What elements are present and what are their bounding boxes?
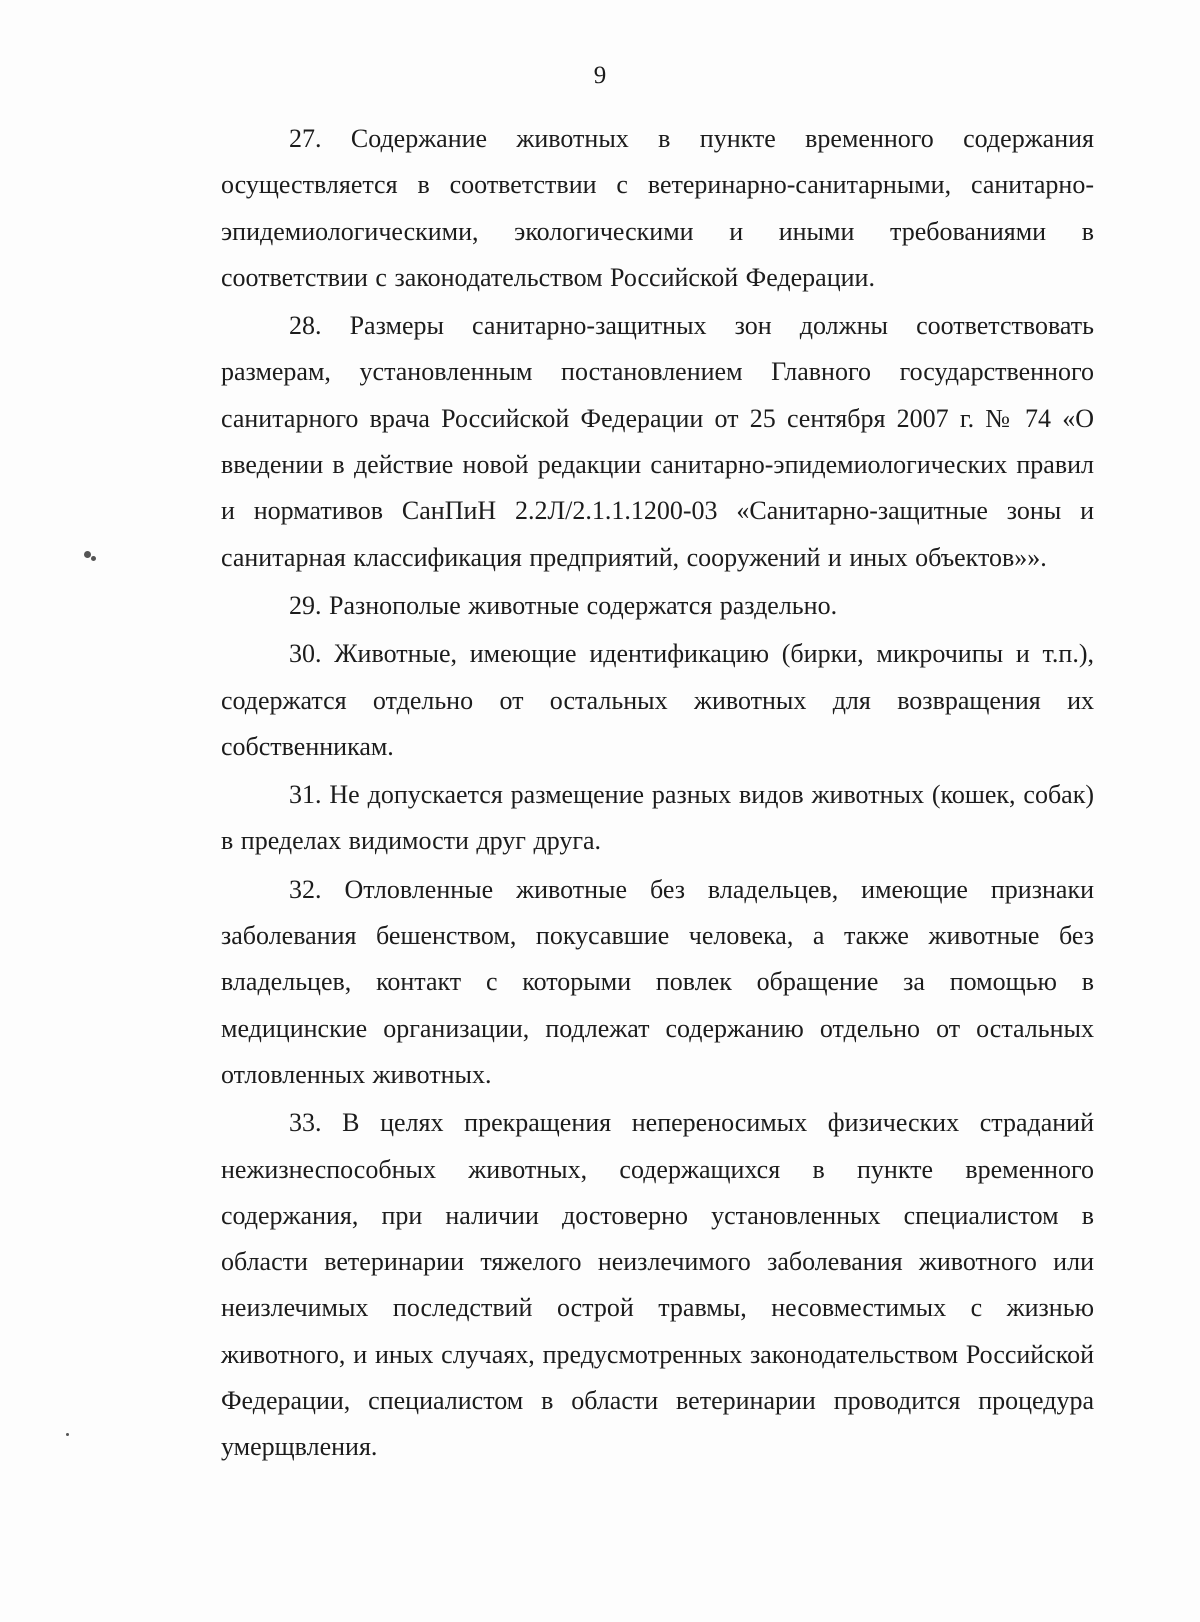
scan-speck	[84, 551, 91, 558]
paragraph-28: 28. Размеры санитарно-защитных зон должны соответствовать размерам, установленным постановлением Главного государственного санитарного врача Российской Федерации от 25 сентября 2007 г. № 74 «О введении в действие новой редакции санитарно-эпидемиологических правил и нормативов СанПиН 2.2Л/2.1.1.1200-03 «Санитарно-защитные зоны и санитарная классификация предприятий, сооружений и иных объектов»».	[221, 311, 1094, 572]
paragraph-32: 32. Отловленные животные без владельцев, имеющие признаки заболевания бешенством, покусавшие человека, а также животные без владельцев, контакт с которыми повлек обращение за помощью в медицинские организации, подлежат содержанию отдельно от остальных отловленных животных.	[221, 874, 1094, 1089]
scan-speck	[66, 1433, 69, 1436]
paragraph-29: 29. Разнополые животные содержатся раздельно.	[289, 590, 838, 620]
paragraph-30: 30. Животные, имеющие идентификацию (бирки, микрочипы и т.п.), содержатся отдельно от остальных животных для возвращения их собственникам.	[221, 639, 1094, 761]
paragraph-33: 33. В целях прекращения непереносимых физических страданий нежизнеспособных животных, содержащихся в пункте временного содержания, при наличии достоверно установленных специалистом в области ветеринарии тяжелого неизлечимого заболевания животного или неизлечимых последствий острой травмы, несовместимых с жизнью животного, и иных случаях, предусмотренных законодательством Российской Федерации, специалистом в области ветеринарии проводится процедура умерщвления.	[221, 1108, 1094, 1462]
scan-speck	[91, 556, 96, 561]
document-body	[221, 116, 1094, 1473]
paragraph-27: 27. Содержание животных в пункте временного содержания осуществляется в соответствии с ветеринарно-санитарными, санитарно-эпидемиологическими, экологическими и иными требованиями в соответствии с законодательством Российской Федерации.	[221, 124, 1094, 292]
paragraph-31: 31. Не допускается размещение разных видов животных (кошек, собак) в пределах видимости друг друга.	[221, 780, 1094, 856]
page-number: 9	[593, 62, 607, 89]
